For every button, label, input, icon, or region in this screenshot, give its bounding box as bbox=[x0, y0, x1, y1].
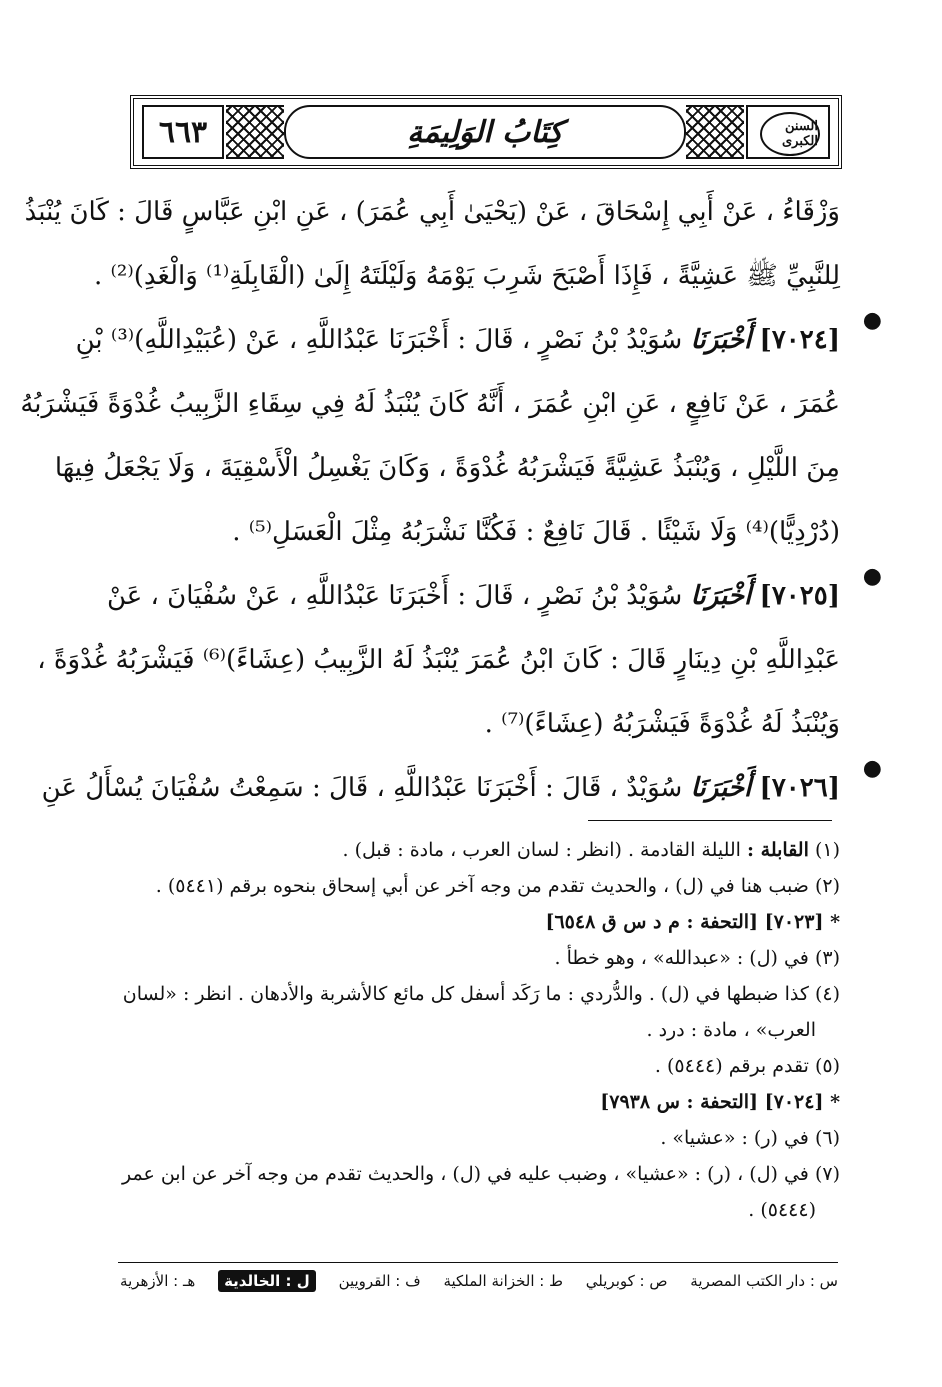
footnote-continuation: العرب» ، مادة : درد . bbox=[646, 1019, 816, 1041]
page-header bbox=[130, 95, 842, 169]
hadith-number: [٧٠٢٥] bbox=[759, 581, 840, 611]
logo-text: السنن الكبرى bbox=[781, 119, 818, 149]
logo-emblem-icon bbox=[760, 112, 820, 156]
legend-item-highlighted: ل : الخالدية bbox=[218, 1270, 316, 1292]
text-line bbox=[75, 308, 840, 372]
footnote-text: تقدم برقم (٥٤٤٤) . bbox=[654, 1055, 809, 1077]
footnote-label: (٦) bbox=[814, 1127, 840, 1149]
text-line: وَيُنْبَذُ لَهُ غُدْوَةً فَيَشْرَبُهُ (عِشَاءً)⁽⁷⁾ . bbox=[484, 709, 840, 739]
hadith-number: [٧٠٢٦] bbox=[759, 773, 840, 803]
tuhfa-reference bbox=[120, 1084, 840, 1120]
akhbarana-label: أَخْبَرَنَا bbox=[690, 325, 752, 355]
footnote-divider bbox=[588, 820, 832, 821]
title-frame bbox=[284, 105, 686, 159]
text-line: وَزْقَاءُ ، عَنْ أَبِي إِسْحَاقَ ، عَنْ (يَحْيَىٰ أَبِي عُمَرَ) ، عَنِ ابْنِ عَبَّاسٍ قَالَ : كَانَ يُنْبَذُ bbox=[24, 197, 840, 227]
footnote bbox=[120, 1120, 840, 1156]
manuscript-legend bbox=[120, 1266, 838, 1296]
akhbarana-label: أَخْبَرَنَا bbox=[690, 581, 752, 611]
footnote bbox=[120, 868, 840, 904]
tuhfa-reference bbox=[120, 904, 840, 940]
text-line: عَبْدِاللَّهِ بْنِ دِينَارٍ قَالَ : كَانَ ابْنُ عُمَرَ يُنْبَذُ لَهُ الزَّبِيبُ (عِشَاءً)⁽⁶⁾ فَيَشْرَبُهُ غُدْوَةً ، bbox=[37, 645, 840, 675]
hadith-number: [٧٠٢٤] bbox=[759, 325, 840, 355]
star-icon: * bbox=[830, 911, 840, 933]
book-logo bbox=[746, 105, 830, 159]
footnote-label: (٣) bbox=[814, 947, 840, 969]
hadith-7024 bbox=[20, 308, 882, 564]
legend-item: ط : الخزانة الملكية bbox=[443, 1272, 563, 1290]
line-text: سُوَيْدٌ ، قَالَ : أَخْبَرَنَا عَبْدُاللَّهِ ، قَالَ : سَمِعْتُ سُفْيَانَ يُسْأَلُ عَنِ bbox=[41, 773, 683, 803]
hadith-7025 bbox=[37, 564, 882, 756]
header-ornament-left bbox=[226, 105, 284, 159]
header-ornament-right bbox=[686, 105, 744, 159]
akhbarana-label: أَخْبَرَنَا bbox=[690, 773, 752, 803]
legend-divider bbox=[118, 1262, 838, 1263]
footnote-label: (١) bbox=[814, 839, 840, 861]
footnote bbox=[120, 1156, 840, 1192]
bullet-icon: ● bbox=[862, 564, 882, 589]
tuhfa-text: [٧٠٢٤] [التحفة : س ٧٩٣٨] bbox=[600, 1091, 824, 1113]
legend-item: ص : كوبريلي bbox=[585, 1272, 668, 1290]
page-number: ٦٦٣ bbox=[158, 114, 208, 150]
footnote bbox=[120, 976, 840, 1012]
page-number-box bbox=[142, 105, 224, 159]
text-line: (دُرْدِيًّا)⁽⁴⁾ وَلَا شَيْئًا . قَالَ نَافِعٌ : فَكُنَّا نَشْرَبُهُ مِثْلَ الْعَسَلِ⁽⁵⁾ . bbox=[232, 517, 840, 547]
footnote-text: في (ل) ، (ر) : «عشيا» ، وضبب عليه في (ل) ، والحديث تقدم من وجه آخر عن ابن عمر bbox=[121, 1163, 809, 1185]
footnote bbox=[120, 940, 840, 976]
footnote-text: في (ر) : «عشيا» . bbox=[660, 1127, 809, 1149]
hadith-7026 bbox=[41, 756, 882, 820]
footnote-label: (٥) bbox=[814, 1055, 840, 1077]
bullet-icon: ● bbox=[862, 308, 882, 333]
footnote-continuation: (٥٤٤٤) . bbox=[748, 1199, 816, 1221]
footnote-text: الليلة القادمة . (انظر : لسان العرب ، مادة : قبل) . bbox=[342, 839, 741, 861]
legend-item: س : دار الكتب المصرية bbox=[690, 1272, 838, 1290]
footnote-label: (٤) bbox=[814, 983, 840, 1005]
footnotes bbox=[120, 832, 840, 1228]
tuhfa-text: [٧٠٢٣] [التحفة : م د س ق ٦٥٤٨] bbox=[545, 911, 824, 933]
line-text: سُوَيْدُ بْنُ نَصْرٍ ، قَالَ : أَخْبَرَنَا عَبْدُاللَّهِ ، عَنْ (عُبَيْدِاللَّهِ)⁽³⁾ بْنِ bbox=[75, 325, 683, 355]
text-line: عُمَرَ ، عَنْ نَافِعٍ ، عَنِ ابْنِ عُمَرَ ، أَنَّهُ كَانَ يُنْبَذُ لَهُ فِي سِقَاءِ الزَّبِيبُ غُدْوَةً فَيَشْرَبُهُ bbox=[20, 389, 840, 419]
footnote-label: (٢) bbox=[814, 875, 840, 897]
bullet-icon: ● bbox=[862, 756, 882, 781]
text-line bbox=[41, 756, 840, 820]
footnote-label: (٧) bbox=[814, 1163, 840, 1185]
main-text bbox=[20, 180, 882, 820]
footnote bbox=[120, 1048, 840, 1084]
book-title: كِتَابُ الوَلِيمَةِ bbox=[407, 114, 563, 150]
star-icon: * bbox=[830, 1091, 840, 1113]
line-text: سُوَيْدُ بْنُ نَصْرٍ ، قَالَ : أَخْبَرَنَا عَبْدُاللَّهِ ، عَنْ سُفْيَانَ ، عَنْ bbox=[106, 581, 683, 611]
text-line: لِلنَّبِيِّ ﷺ عَشِيَّةً ، فَإِذَا أَصْبَحَ شَرِبَ يَوْمَهُ وَلَيْلَتَهُ إِلَىٰ (الْقَابِلَةِ⁽¹⁾ وَالْغَدِ)⁽²⁾ . bbox=[94, 261, 840, 291]
footnote bbox=[120, 832, 840, 868]
footnote-term: القابلة : bbox=[747, 839, 809, 861]
legend-item: هـ : الأزهرية bbox=[120, 1272, 196, 1290]
legend-item: ف : القرويين bbox=[338, 1272, 421, 1290]
text-line bbox=[106, 564, 840, 628]
text-line: مِنَ اللَّيْلِ ، وَيُنْبَذُ عَشِيَّةً فَيَشْرَبُهُ غُدْوَةً ، وَكَانَ يَغْسِلُ الْأَسْقِيَةَ ، وَلَا يَجْعَلُ فِيهَا bbox=[54, 453, 840, 483]
footnote-text: ضبب هنا في (ل) ، والحديث تقدم من وجه آخر عن أبي إسحاق بنحوه برقم (٥٤٤١) . bbox=[155, 875, 809, 897]
footnote-text: كذا ضبطها في (ل) . والدُّردي : ما رَكَد أسفل كل مائع كالأشربة والأدهان . انظر : «لسان bbox=[122, 983, 809, 1005]
footnote-text: في (ل) : «عبدالله» ، وهو خطأ . bbox=[554, 947, 809, 969]
